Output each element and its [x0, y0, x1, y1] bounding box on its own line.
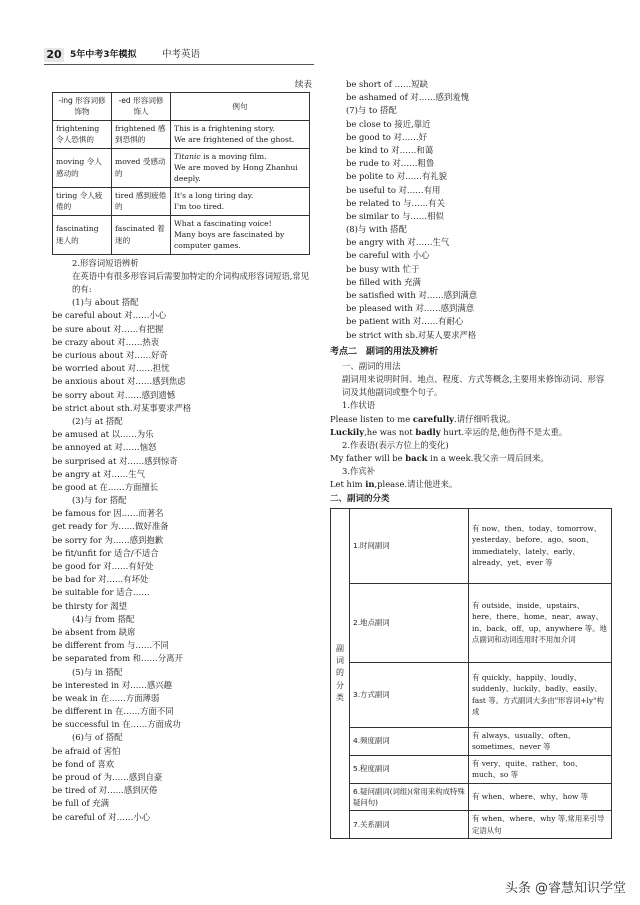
phrase-item: get ready for 为……做好准备: [52, 521, 169, 532]
group-title-with: (8)与 with 搭配: [346, 224, 407, 235]
example-text: Let him: [330, 479, 366, 490]
phrase-item: be busy with 忙于: [346, 263, 420, 274]
adverb-examples: 有 now、then、today、tomorrow、yesterday、before、ago、soon、immediately、lately、early、already、yet、ever 等: [469, 508, 612, 583]
example-1: What a fascinating voice!: [174, 218, 272, 228]
phrase-item: be different in 在……方面不同: [52, 706, 174, 717]
right-phrases: [330, 78, 610, 342]
example-2: We are frightened of the ghost.: [174, 135, 295, 145]
example-2: I'm too tired.: [174, 202, 225, 212]
group-title-to: (7)与 to 搭配: [346, 105, 397, 116]
vertical-label-char: 副: [336, 643, 344, 653]
table-row: [53, 120, 310, 148]
phrase-list-at: [52, 428, 314, 494]
example-text: .请仔细听我说。: [454, 413, 516, 424]
phrase-item: be related to 与……有关: [346, 197, 445, 208]
group-title-for: (3)与 for 搭配: [72, 495, 127, 506]
adverb-type: 3.方式副词: [350, 662, 469, 727]
adverb-examples: 有 outside、inside、upstairs、here、there、home、near、away、in、back、off、up、anywhere 等。地点副词和动词连用时不用加介词: [469, 583, 612, 662]
example-cell: [171, 148, 310, 187]
adverb-type: 6.疑问副词(词组)(常用来构成特殊疑问句): [350, 783, 469, 811]
example-cell: [171, 215, 310, 254]
section-title: 2.形容词短语辨析: [72, 257, 139, 268]
phrase-list-for: [52, 507, 314, 613]
phrase-item: be weak in 在……方面薄弱: [52, 692, 160, 703]
phrase-item: be patient with 对……有耐心: [346, 316, 464, 327]
phrase-item: be useful to 对……有用: [346, 184, 441, 195]
phrase-item: be different from 与……不同: [52, 640, 169, 651]
example-2: Many boys are fascinated by computer games.: [174, 229, 285, 251]
vertical-label-char: 的: [336, 668, 344, 678]
usage-1-example-1: [330, 413, 610, 426]
group-title-in: (5)与 in 搭配: [72, 666, 123, 677]
phrase-item: be close to 接近,靠近: [346, 118, 431, 129]
adverb-examples: 有 always、usually、often、sometimes、never 等: [469, 727, 612, 755]
adverb-examples: 有 very、quite、rather、too、much、so 等: [469, 755, 612, 783]
ing-cell: fascinating 迷人的: [53, 215, 112, 254]
highlight-word: in: [365, 479, 375, 490]
example-text: Please listen to me: [330, 413, 413, 424]
adverb-type: 5.程度副词: [350, 755, 469, 783]
ed-cell: frightened 感到恐惧的: [112, 120, 171, 148]
phrase-item: be full of 充满: [52, 798, 110, 809]
vertical-label: [331, 508, 350, 839]
phrase-item: be short of ……短缺: [346, 79, 429, 89]
usage-2-example: [330, 452, 610, 465]
phrase-item: be filled with 充满: [346, 276, 421, 287]
ed-cell: fascinated 着迷的: [112, 215, 171, 254]
phrase-item: be strict about sth.对某事要求严格: [52, 402, 192, 413]
usage-2-title: 2.作表语(表示方位上的变化): [342, 439, 449, 450]
ing-cell: tiring 令人疲倦的: [53, 187, 112, 215]
table-row: [331, 583, 612, 662]
usage-subtitle: 一、副词的用法: [342, 360, 401, 371]
phrase-item: be worried about 对……担忧: [52, 363, 170, 374]
phrase-item: be fit/unfit for 适合/不适合: [52, 547, 159, 558]
header-ing: -ing 形容词修饰物: [53, 93, 112, 121]
phrase-item: be angry with 对……生气: [346, 237, 450, 248]
adverb-examples: 有 when、where、why 等,常用来引导定语从句: [469, 811, 612, 839]
page-header: [44, 48, 324, 62]
phrase-item: be amused at 以……为乐: [52, 429, 154, 440]
phrase-item: be fond of 喜欢: [52, 758, 115, 769]
section-intro: 在英语中有很多形容词后需要加特定的介词构成形容词短语,常见的有:: [72, 270, 310, 295]
table-header-row: [53, 93, 310, 121]
phrase-item: be absent from 缺席: [52, 626, 136, 637]
phrase-item: be interested in 对……感兴趣: [52, 679, 172, 690]
phrase-item: be anxious about 对……感到焦虑: [52, 376, 186, 387]
phrase-item: be angry at 对……生气: [52, 468, 146, 479]
book-brand: 5年中考3年模拟: [70, 50, 137, 60]
classification-subtitle: 二、副词的分类: [330, 493, 390, 504]
phrase-item: be sorry about 对……感到遗憾: [52, 389, 176, 400]
watermark: 头条 @睿慧知识学堂: [504, 881, 626, 897]
example-cell: [171, 187, 310, 215]
phrase-item: be ashamed of 对……感到羞愧: [346, 92, 470, 103]
page-number: 20: [44, 48, 64, 62]
phrase-item: be sorry for 为……感到抱歉: [52, 534, 164, 545]
table-row: [331, 783, 612, 811]
table-row: [53, 215, 310, 254]
phrase-item: be similar to 与……相似: [346, 210, 444, 221]
table-row: [331, 755, 612, 783]
example-text: is a moving film.: [200, 151, 267, 161]
table-row: [53, 187, 310, 215]
ed-cell: tired 感到疲倦的: [112, 187, 171, 215]
example-text: ,he was not: [364, 426, 416, 437]
vertical-label-char: 类: [336, 693, 344, 703]
example-text: My father will be: [330, 453, 406, 464]
phrase-item: be famous for 因……而著名: [52, 508, 164, 519]
usage-3-example: [330, 478, 610, 491]
table-row: [331, 727, 612, 755]
phrase-item: be bad for 对……有坏处: [52, 574, 149, 585]
adverb-type: 1.时间副词: [350, 508, 469, 583]
example-1: It's a long tiring day.: [174, 190, 254, 200]
group-title-of: (6)与 of 搭配: [72, 732, 123, 743]
phrase-item: be polite to 对……有礼貌: [346, 171, 448, 182]
phrase-item: be good for 对……有好处: [52, 561, 154, 572]
example-2: We are moved by Hong Zhanhui deeply.: [174, 162, 298, 184]
phrase-item: be thirsty for 渴望: [52, 600, 128, 611]
phrase-list-from: [52, 626, 314, 666]
adverb-type: 4.频度副词: [350, 727, 469, 755]
phrase-item: be satisfied with 对……感到满意: [346, 290, 478, 300]
phrase-item: be successful in 在……方面成功: [52, 719, 181, 730]
adjective-table: [52, 92, 310, 255]
ing-cell: moving 令人感动的: [53, 148, 112, 187]
phrase-item: be careful about 对……小心: [52, 310, 167, 321]
phrase-list-about: [52, 309, 314, 415]
phrase-item: be separated from 和……分离开: [52, 653, 183, 664]
group-title-about: (1)与 about 搭配: [72, 297, 139, 308]
highlight-word: badly: [415, 426, 441, 437]
adverb-examples: 有 quickly、happily、loudly、suddenly、luckily、badly、easily、fast 等。方式副词大多由"形容词+ly"构成: [469, 662, 612, 727]
phrase-item: be rude to 对……粗鲁: [346, 158, 435, 169]
phrase-item: be careful of 对……小心: [52, 811, 151, 822]
phrase-list-of: [52, 745, 314, 824]
usage-3-title: 3.作宾补: [342, 466, 376, 477]
phrase-item: be strict with sb.对某人要求严格: [346, 329, 477, 340]
adverb-classification-table: [330, 508, 612, 840]
highlight-word: back: [405, 453, 428, 464]
kaodian-title: 考点二 副词的用法及辨析: [330, 346, 439, 357]
example-text: ,please.请让他进来。: [374, 479, 458, 490]
film-title: Titanic: [174, 151, 201, 161]
right-column: [330, 78, 610, 839]
usage-1-title: 1.作状语: [342, 400, 376, 411]
phrase-list-in: [52, 679, 314, 732]
adverb-examples: 有 when、where、why、how 等: [469, 783, 612, 811]
phrase-item: be good at 在……方面擅长: [52, 481, 159, 492]
phrase-item: be proud of 为……感到自豪: [52, 772, 163, 783]
usage-1-example-2: [330, 426, 610, 439]
usage-paragraph: 副词用来说明时间、地点、程度、方式等概念,主要用来修饰动词、形容词及其他副词或整个句子。: [342, 373, 605, 398]
highlight-word: carefully: [412, 413, 455, 424]
example-text: hurt.幸运的是,他伤得不是太重。: [440, 426, 568, 437]
header-example: 例句: [171, 93, 310, 121]
phrase-list-of-cont: [346, 78, 610, 104]
adverb-type: 7.关系副词: [350, 811, 469, 839]
vertical-label-char: 分: [336, 680, 344, 690]
example-1: This is a frightening story.: [174, 123, 275, 133]
highlight-word: Luckily: [330, 426, 365, 437]
phrase-item: be afraid of 害怕: [52, 745, 121, 756]
phrase-item: be surprised at 对……感到惊奇: [52, 455, 178, 466]
group-title-from: (4)与 from 搭配: [72, 613, 135, 624]
example-cell: [171, 120, 310, 148]
example-text: in a week.我父亲一周后回来。: [427, 453, 549, 464]
phrase-list-with: [346, 236, 610, 342]
phrase-list-to: [346, 118, 610, 224]
phrase-item: be good to 对……好: [346, 131, 428, 142]
phrase-item: be crazy about 对……热衷: [52, 336, 160, 347]
phrase-item: be tired of 对……感到厌倦: [52, 785, 158, 796]
adverb-type: 2.地点副词: [350, 583, 469, 662]
phrase-item: be pleased with 对……感到满意: [346, 303, 475, 314]
example-1: [174, 151, 306, 162]
table-row: [331, 811, 612, 839]
phrase-item: be annoyed at 对……恼怒: [52, 442, 157, 453]
group-title-at: (2)与 at 搭配: [72, 415, 123, 426]
table-row: [53, 148, 310, 187]
table-row: [331, 508, 612, 583]
phrase-item: be kind to 对……和蔼: [346, 144, 434, 155]
ing-cell: frightening 令人恐惧的: [53, 120, 112, 148]
left-column: [52, 80, 314, 824]
phrase-item: be suitable for 适合……: [52, 587, 150, 598]
table-row: [331, 662, 612, 727]
vertical-label-char: 词: [336, 655, 344, 665]
header-ed: -ed 形容词修饰人: [112, 93, 171, 121]
phrase-item: be careful with 小心: [346, 250, 430, 261]
book-subject: 中考英语: [162, 49, 201, 60]
continued-label: 续表: [294, 80, 312, 90]
phrase-item: be curious about 对……好奇: [52, 350, 168, 361]
ed-cell: moved 受感动的: [112, 148, 171, 187]
header-rule: [44, 64, 314, 65]
phrase-item: be sure about 对……有把握: [52, 323, 164, 334]
